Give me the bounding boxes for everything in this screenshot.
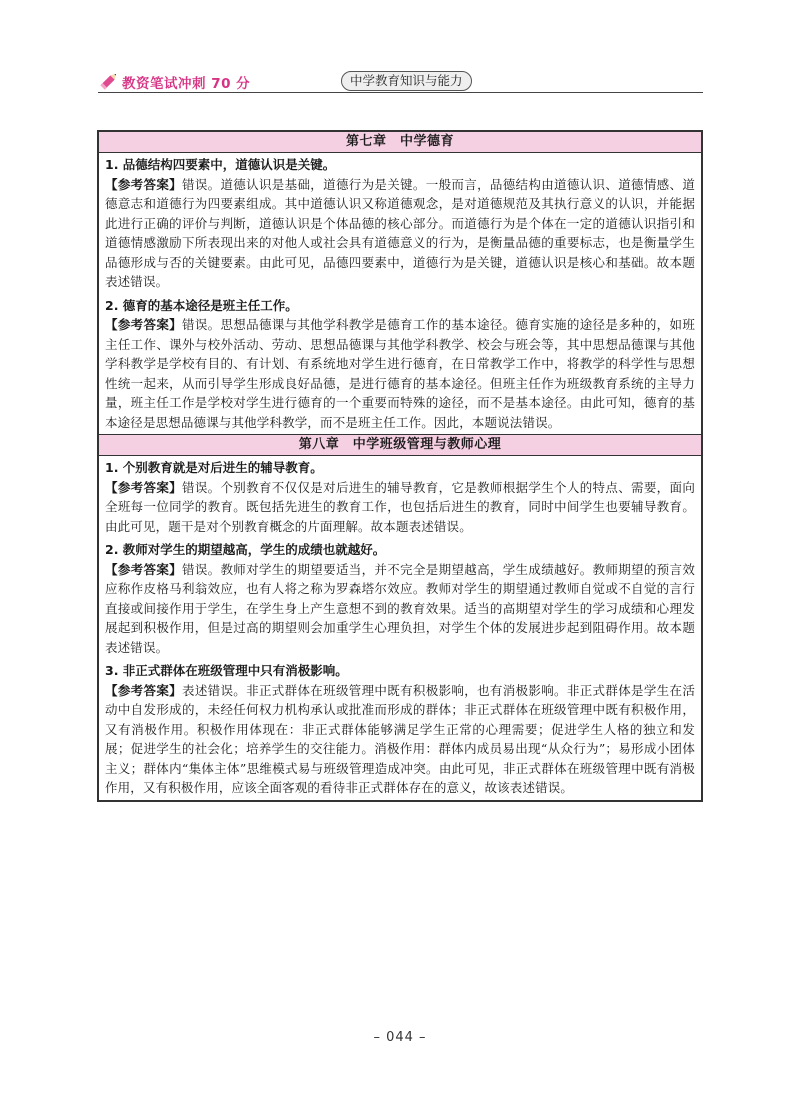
qa-item	[99, 294, 701, 435]
answer-text: 错误。教师对学生的期望要适当，并不完全是期望越高，学生成绩越好。教师期望的预言效应称作皮格马利翁效应，也有人将之称为罗森塔尔效应。教师对学生的期望通过教师自觉或不自觉的言行直接或间接作用于学生，在学生身上产生意想不到的教育效果。适当的高期望对学生的学习成绩和心理发展起到积极作用，但是过高的期望则会加重学生心理负担，对学生个体的发展进步起到阻碍作用。故本题表述错误。	[105, 561, 695, 655]
qa-table	[97, 130, 703, 802]
answer	[105, 681, 695, 798]
qa-item	[99, 538, 701, 659]
question: 1. 品德结构四要素中，道德认识是关键。	[105, 157, 336, 172]
qa-item	[99, 456, 701, 538]
answer	[105, 478, 695, 537]
answer-tag: 【参考答案】	[105, 682, 182, 698]
page-header	[98, 70, 703, 92]
answer	[105, 175, 695, 292]
header-divider	[98, 92, 703, 93]
pencil-icon	[98, 70, 120, 92]
chapter-heading: 第七章 中学德育	[99, 132, 701, 153]
answer-text: 表述错误。非正式群体在班级管理中既有积极影响，也有消极影响。非正式群体是学生在活动中自发形成的，未经任何权力机构承认或批准而形成的群体；非正式群体在班级管理中既有积极作用，又有消极作用。积极作用体现在：非正式群体能够满足学生正常的心理需要；促进学生人格的独立和发展；促进学生的社会化；培养学生的交往能力。消极作用：群体内成员易出现“从众行为”；易形成小团体主义；群体内“集体主体”思维模式易与班级管理造成冲突。由此可见，非正式群体在班级管理中既有消极作用，又有积极作用，应该全面客观的看待非正式群体存在的意义，故该表述错误。	[105, 682, 695, 795]
answer-tag: 【参考答案】	[105, 317, 182, 332]
book-title: 教资笔试冲刺 70 分	[122, 76, 251, 92]
answer-tag: 【参考答案】	[105, 176, 182, 192]
page-number: – 044 –	[373, 1030, 427, 1045]
answer-text: 错误。思想品德课与其他学科教学是德育工作的基本途径。德育实施的途径是多种的，如班主任工作、课外与校外活动、劳动、思想品德课与其他学科教学、校会与班会等，其中思想品德课与其他学科教学是学校有目的、有计划、有系统地对学生进行德育，在日常教学工作中，将教学的科学性与思想性统一起来，从而引导学生形成良好品德，是进行德育的基本途径。但班主任作为班级教育系统的主导力量，班主任工作是学校对学生进行德育的一个重要而特殊的途径，而不是基本途径。由此可知，德育的基本途径是思想品德课与其他学科教学，而不是班主任工作。因此，本题说法错误。	[105, 317, 695, 430]
answer-tag: 【参考答案】	[105, 561, 182, 577]
question: 2. 德育的基本途径是班主任工作。	[105, 297, 298, 313]
chapter-heading: 第八章 中学班级管理与教师心理	[99, 434, 701, 456]
answer	[105, 560, 695, 658]
subject-label: 中学教育知识与能力	[341, 71, 472, 91]
answer-text: 错误。道德认识是基础，道德行为是关键。一般而言，品德结构由道德认识、道德情感、道德意志和道德行为四要素组成。其中道德认识又称道德观念，是对道德规范及其执行意义的认识，并能据此进行正确的评价与判断，道德认识是个体品德的核心部分。而道德行为是个体在一定的道德认识指引和道德情感激励下所表现出来的对他人或社会具有道德意义的行为，是衡量品德的重要标志，也是衡量学生品德形成与否的关键要素。由此可见，品德四要素中，道德行为是关键，道德认识是核心和基础。故本题表述错误。	[105, 176, 695, 289]
question: 2. 教师对学生的期望越高，学生的成绩也就越好。	[105, 542, 386, 557]
question: 1. 个别教育就是对后进生的辅导教育。	[105, 460, 323, 475]
answer-tag: 【参考答案】	[105, 479, 182, 495]
qa-item	[99, 659, 701, 800]
qa-item	[99, 153, 701, 294]
question: 3. 非正式群体在班级管理中只有消极影响。	[105, 663, 348, 678]
answer-text: 错误。个别教育不仅仅是对后进生的辅导教育，它是教师根据学生个人的特点、需要，面向全班每一位同学的教育。既包括先进生的教育工作，也包括后进生的教育，同时中间学生也要辅导教育。由此可见，题干是对个别教育概念的片面理解。故本题表述错误。	[105, 479, 695, 534]
answer	[105, 315, 695, 432]
